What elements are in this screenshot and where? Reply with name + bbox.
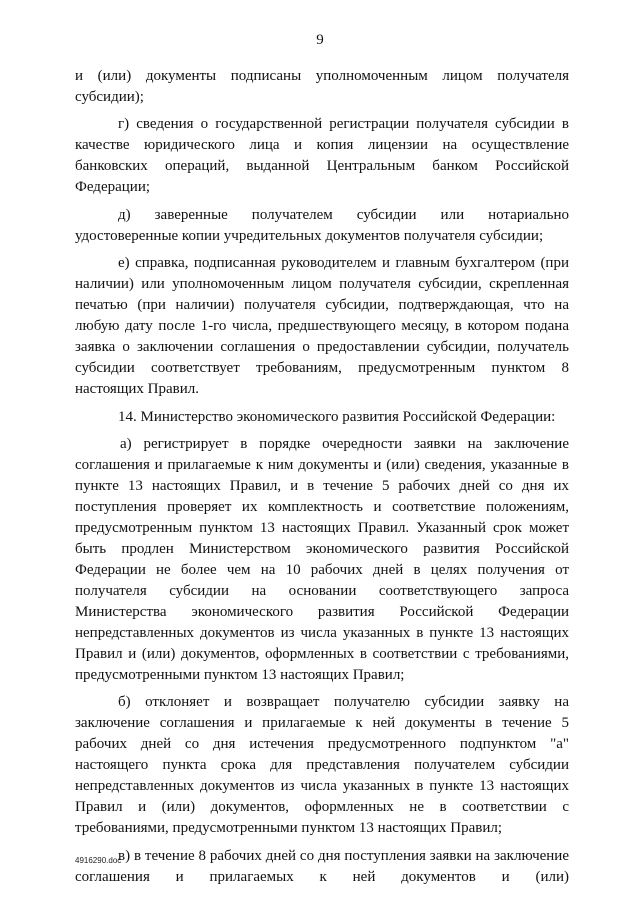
page-number: 9 <box>316 32 324 48</box>
paragraph-item-g: г) сведения о государственной регистрации получателя субсидии в качестве юридического лица и копия лицензии на осуществление банковских операций, выданной Центральным банком Российской Федерации; <box>75 116 569 196</box>
paragraph-item-d: д) заверенные получателем субсидии или нотариально удостоверенные копии учредительных документов получателя субсидии; <box>75 206 569 244</box>
paragraph-item-v: в) в течение 8 рабочих дней со дня поступления заявки на заключение соглашения и прилагаемых к ней документов и (или) <box>75 847 569 885</box>
paragraph-continuation: и (или) документы подписаны уполномоченным лицом получателя субсидии); <box>75 68 569 105</box>
paragraph-item-a: а) регистрирует в порядке очередности заявки на заключение соглашения и прилагаемые к ним документы и (или) сведения, указанные в пункте 13 настоящих Правил, и в течение 5 рабочих дней со дня их поступления проверяет их комплектность и соответствие положениям, предусмотренным пунктом 13 настоящих Правил. Указанный срок может быть продлен Министерством экономического развития Российской Федерации не более чем на 10 рабочих дней в целях получения от получателя субсидии на основании соответствующего запроса Министерства экономического развития Российской Федерации непредставленных документов из числа указанных в пункте 13 настоящих Правил и (или) документов, оформленных в соответствии с требованиями, предусмотренными пунктом 13 настоящих Правил; <box>75 435 569 683</box>
paragraph-section-14: 14. Министерство экономического развития Российской Федерации: <box>118 408 556 425</box>
footer-filename: 4916290.doc <box>75 856 122 865</box>
paragraph-item-e: е) справка, подписанная руководителем и главным бухгалтером (при наличии) или уполномоченным лицом получателя субсидии, скрепленная печатью (при наличии) получателя субсидии, подтверждающая, что на любую дату после 1-го числа, предшествующего месяцу, в котором подана заявка о заключении соглашения о предоставлении субсидии, получатель субсидии соответствует требованиям, предусмотренным пунктом 8 настоящих Правил. <box>75 255 569 398</box>
paragraph-item-b: б) отклоняет и возвращает получателю субсидии заявку на заключение соглашения и прилагаемые к ней документы в течение 5 рабочих дней со дня истечения предусмотренного подпунктом "а" настоящего пункта срока для представления получателем субсидии непредставленных документов из числа указанных в пункте 13 настоящих Правил и (или) документов, оформленных не в соответствии с требованиями, предусмотренными пунктом 13 настоящих Правил; <box>75 694 569 837</box>
document-body <box>75 66 569 888</box>
